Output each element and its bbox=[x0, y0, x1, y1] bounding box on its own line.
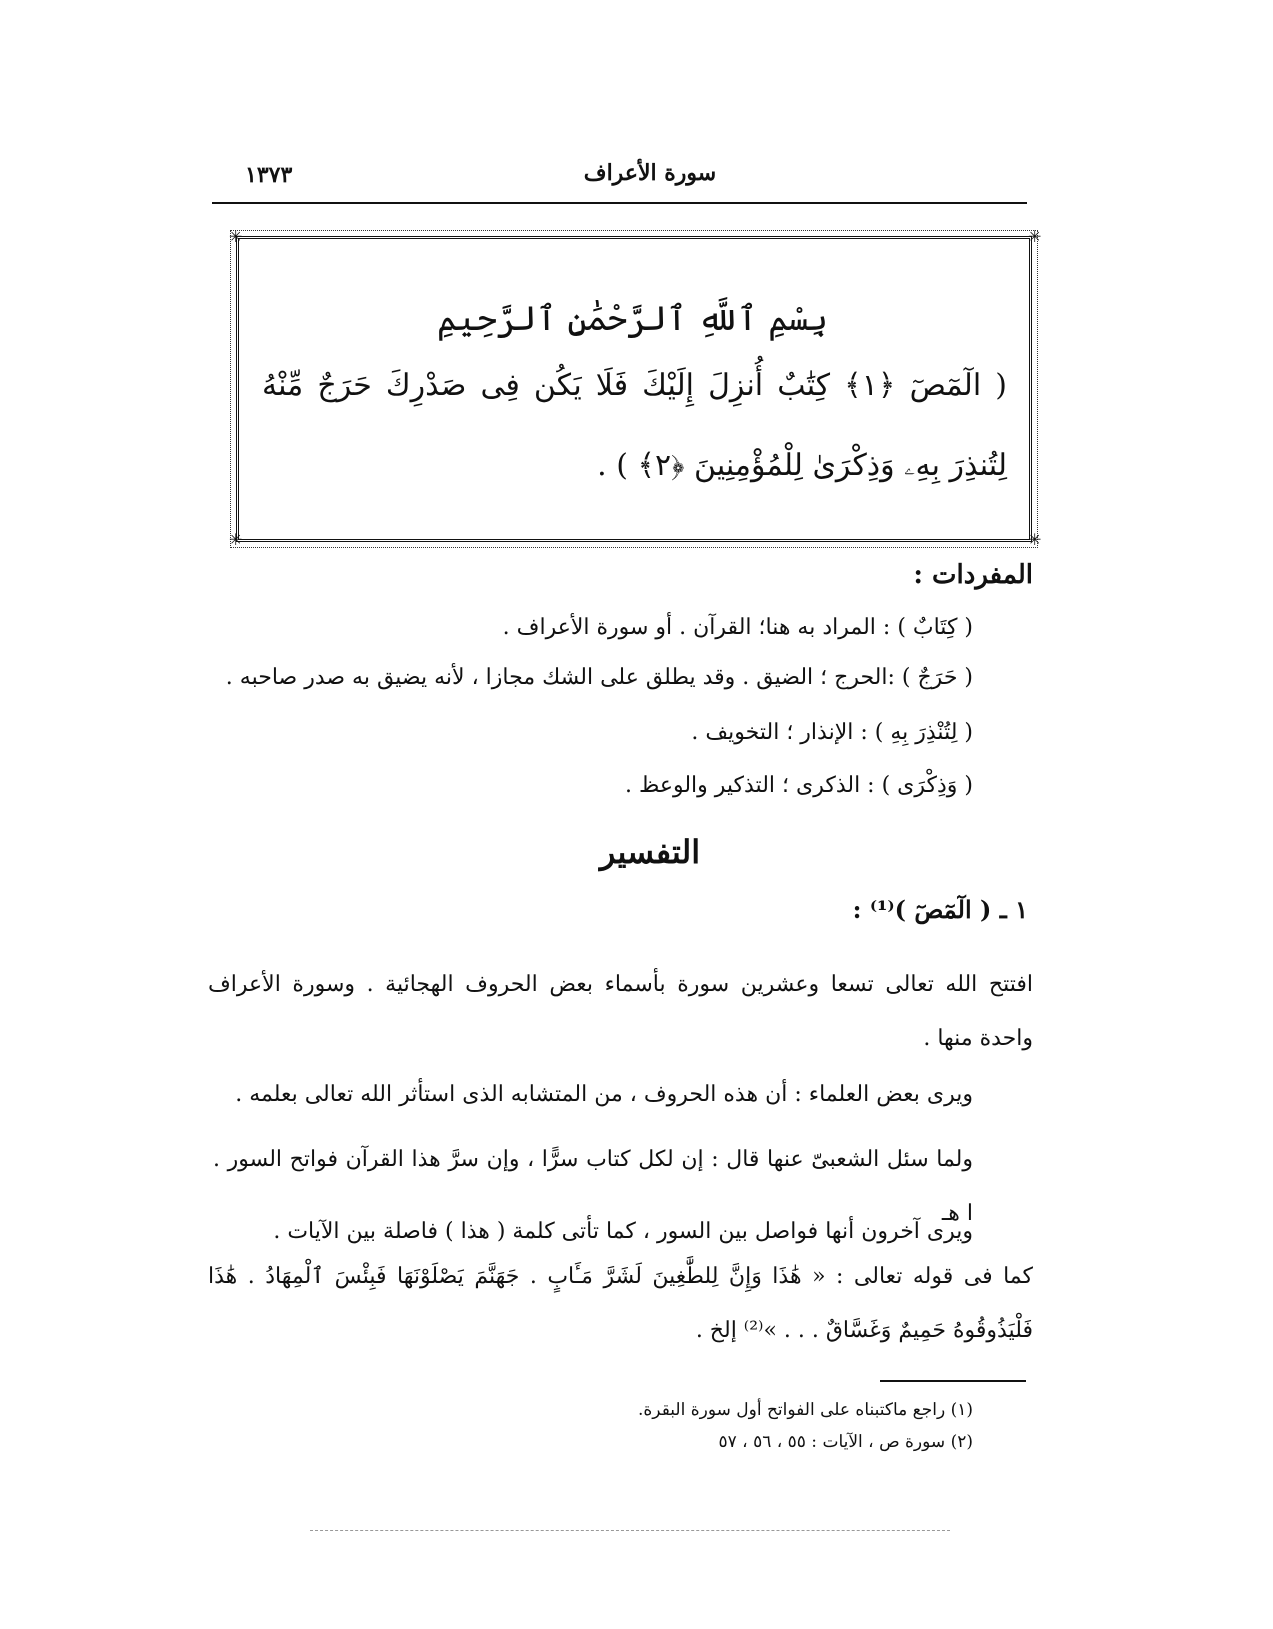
vocabulary-item: ( وَذِكْرَى ) : الذكرى ؛ التذكير والوعظ . bbox=[624, 773, 973, 798]
vocabulary-item: ( حَرَجٌ ) :الحرج ؛ الضيق . وقد يطلق على الشك مجازا ، لأنه يضيق به صدر صاحبه . bbox=[225, 665, 973, 690]
verse-reference: ١ ـ ( الٓمٓصٓ )⁽¹⁾ : bbox=[852, 895, 1028, 924]
quran-verse-line: ( الٓمٓصٓ ﴿١﴾ كِتَٰبٌ أُنزِلَ إِلَيْكَ فَلَا يَكُن فِى صَدْرِكَ حَرَجٌ مِّنْهُ bbox=[262, 368, 1007, 403]
footnote: (٢) سورة ص ، الآيات : ٥٥ ، ٥٦ ، ٥٧ bbox=[718, 1432, 973, 1452]
tafsir-paragraph: افتتح الله تعالى تسعا وعشرين سورة بأسماء بعض الحروف الهجائية . وسورة الأعراف واحدة منها . bbox=[208, 972, 1033, 1051]
tafsir-paragraph: ويرى بعض العلماء : أن هذه الحروف ، من المتشابه الذى استأثر الله تعالى بعلمه . bbox=[235, 1082, 973, 1107]
footnote: (١) راجع ماكتبناه على الفواتح أول سورة البقرة. bbox=[638, 1400, 973, 1420]
scan-artifact-line bbox=[310, 1530, 950, 1531]
tafsir-paragraph: ولما سئل الشعبىّ عنها قال : إن لكل كتاب سرًّا ، وإن سرَّ هذا القرآن فواتح السور . ا هـ bbox=[213, 1147, 973, 1226]
corner-ornament-icon: ✳ bbox=[1028, 227, 1042, 246]
tafsir-heading: التفسير bbox=[599, 833, 701, 871]
corner-ornament-icon: ✳ bbox=[229, 227, 243, 246]
vocabulary-item: ( لِتُنْذِرَ بِهِ ) : الإنذار ؛ التخويف . bbox=[691, 720, 973, 745]
basmala: بِسْمِ ٱللَّهِ ٱلرَّحْمَٰنِ ٱلرَّحِيمِ bbox=[436, 299, 829, 339]
page-number: ١٣٧٣ bbox=[245, 162, 293, 188]
vocabulary-heading: المفردات : bbox=[913, 560, 1033, 590]
running-title: سورة الأعراف bbox=[583, 160, 717, 186]
corner-ornament-icon: ✳ bbox=[1028, 530, 1042, 549]
quran-verse-line: لِتُنذِرَ بِهِۦ وَذِكْرَىٰ لِلْمُؤْمِنِينَ ﴿٢﴾ ) . bbox=[597, 448, 1007, 483]
tafsir-paragraph: ويرى آخرون أنها فواصل بين السور ، كما تأتى كلمة ( هذا ) فاصلة بين الآيات . bbox=[273, 1219, 973, 1244]
footnote-divider bbox=[880, 1380, 1026, 1382]
vocabulary-item: ( كِتَابٌ ) : المراد به هنا؛ القرآن . أو سورة الأعراف . bbox=[502, 615, 973, 640]
corner-ornament-icon: ✳ bbox=[229, 530, 243, 549]
tafsir-paragraph: كما فى قوله تعالى : « هَٰذَا وَإِنَّ لِلطَّٰغِينَ لَشَرَّ مَـَٔابٍ . جَهَنَّمَ يَصْلَوْنَهَا فَبِئْسَ ٱلْمِهَادُ . هَٰذَا فَلْيَذُوقُوهُ حَمِيمٌ وَغَسَّاقٌ . . . »⁽²⁾ إلخ . bbox=[208, 1264, 1033, 1343]
header-divider bbox=[212, 202, 1027, 204]
